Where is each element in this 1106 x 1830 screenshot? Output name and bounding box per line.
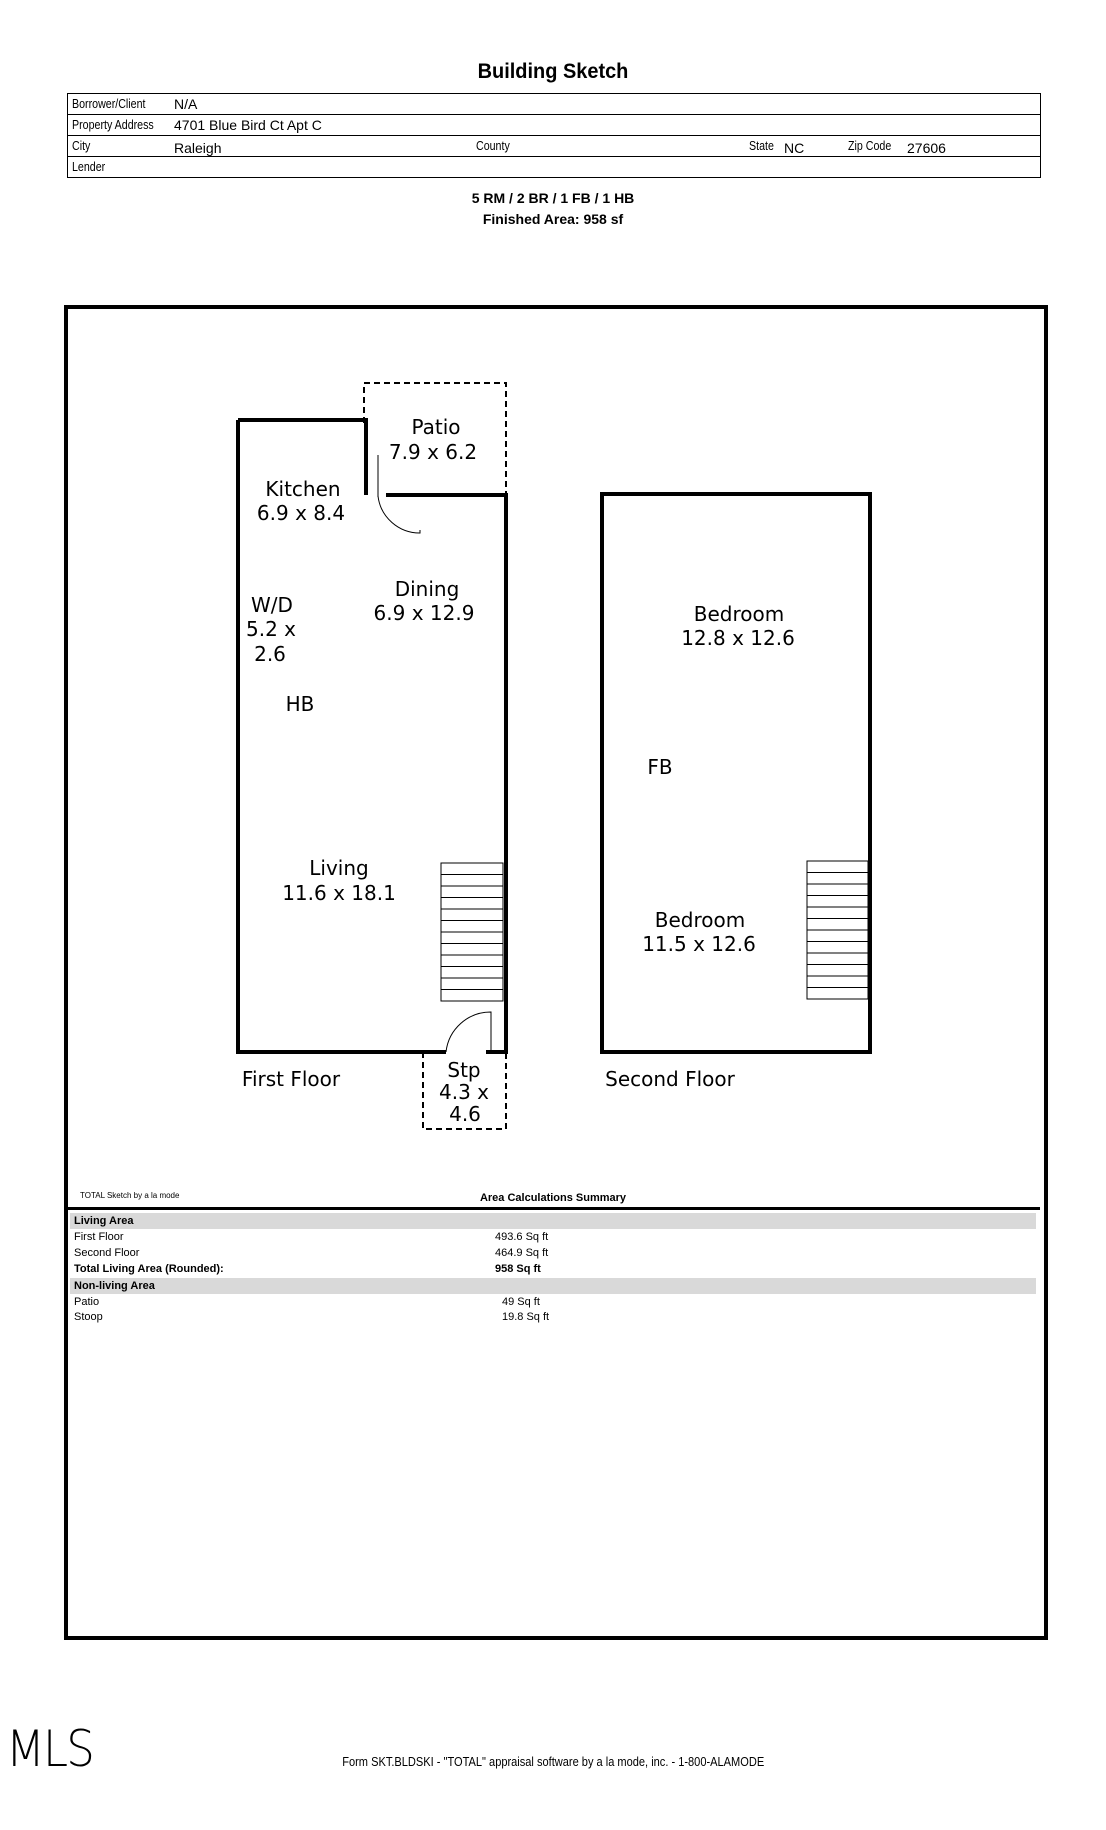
lender-label: Lender <box>72 159 106 174</box>
finished-area-summary: Finished Area: 958 sf <box>482 211 624 227</box>
stoop-dims-1: 4.3 x <box>439 1080 489 1104</box>
stoop-dims-2: 4.6 <box>449 1102 481 1126</box>
living-dims: 11.6 x 18.1 <box>282 881 396 905</box>
bedroom-2-dims: 11.5 x 12.6 <box>642 932 756 956</box>
first-floor-label: First Floor <box>241 1067 341 1091</box>
zip-label: Zip Code <box>848 138 892 153</box>
borrower-label: Borrower/Client <box>72 96 146 111</box>
wd-label: W/D <box>251 593 293 617</box>
dining-dims: 6.9 x 12.9 <box>373 601 475 625</box>
wd-dims-2: 2.6 <box>254 642 286 666</box>
front-door-swing <box>446 1012 491 1052</box>
county-label: County <box>476 138 510 153</box>
stoop-label: Stp <box>447 1058 481 1082</box>
state-label: State <box>749 138 774 153</box>
patio-area-label: Patio <box>74 1296 100 1308</box>
wd-dims-1: 5.2 x <box>246 617 296 641</box>
sketch-credit: TOTAL Sketch by a la mode <box>80 1191 180 1200</box>
address-label: Property Address <box>72 117 154 132</box>
full-bath-label: FB <box>647 755 673 779</box>
borrower-value: N/A <box>174 96 198 112</box>
bedroom-2-label: Bedroom <box>654 908 746 932</box>
second-floor-walls <box>602 494 870 1052</box>
area-calc-title: Area Calculations Summary <box>479 1192 627 1204</box>
room-count-summary: 5 RM / 2 BR / 1 FB / 1 HB <box>471 190 635 206</box>
address-value: 4701 Blue Bird Ct Apt C <box>174 117 322 133</box>
living-label: Living <box>309 856 369 880</box>
kitchen-label: Kitchen <box>265 477 341 501</box>
first-floor-area-value: 493.6 Sq ft <box>495 1231 549 1243</box>
bedroom-1-label: Bedroom <box>693 602 785 626</box>
kitchen-dims: 6.9 x 8.4 <box>256 501 346 525</box>
patio-label: Patio <box>411 415 461 439</box>
bedroom-1-dims: 12.8 x 12.6 <box>681 626 795 650</box>
stoop-area-label: Stoop <box>74 1311 103 1323</box>
stoop-area-value: 19.8 Sq ft <box>502 1311 550 1323</box>
nonliving-area-band <box>70 1278 1036 1294</box>
first-floor-area-label: First Floor <box>74 1231 124 1243</box>
second-floor-label: Second Floor <box>605 1067 735 1091</box>
half-bath-label: HB <box>285 692 315 716</box>
living-area-band <box>70 1213 1036 1229</box>
nonliving-area-header: Non-living Area <box>74 1280 155 1292</box>
zip-value: 27606 <box>907 140 946 156</box>
state-value: NC <box>784 140 805 156</box>
mls-logo: MLS <box>6 1720 94 1778</box>
city-label: City <box>72 138 91 153</box>
second-floor-area-label: Second Floor <box>74 1247 140 1259</box>
patio-dims: 7.9 x 6.2 <box>388 440 478 464</box>
page-title: Building Sketch <box>477 60 629 83</box>
dining-label: Dining <box>394 577 460 601</box>
city-value: Raleigh <box>174 140 222 156</box>
total-living-area-value: 958 Sq ft <box>495 1263 541 1275</box>
patio-area-value: 49 Sq ft <box>502 1296 540 1308</box>
total-living-area-label: Total Living Area (Rounded): <box>74 1263 224 1275</box>
area-calc-divider <box>68 1207 1040 1210</box>
second-floor-area-value: 464.9 Sq ft <box>495 1247 549 1259</box>
footer-text: Form SKT.BLDSKI - "TOTAL" appraisal software by a la mode, inc. - 1-800-ALAMODE <box>342 1754 764 1769</box>
form-footer <box>0 1754 1106 1769</box>
living-area-header: Living Area <box>74 1215 134 1227</box>
